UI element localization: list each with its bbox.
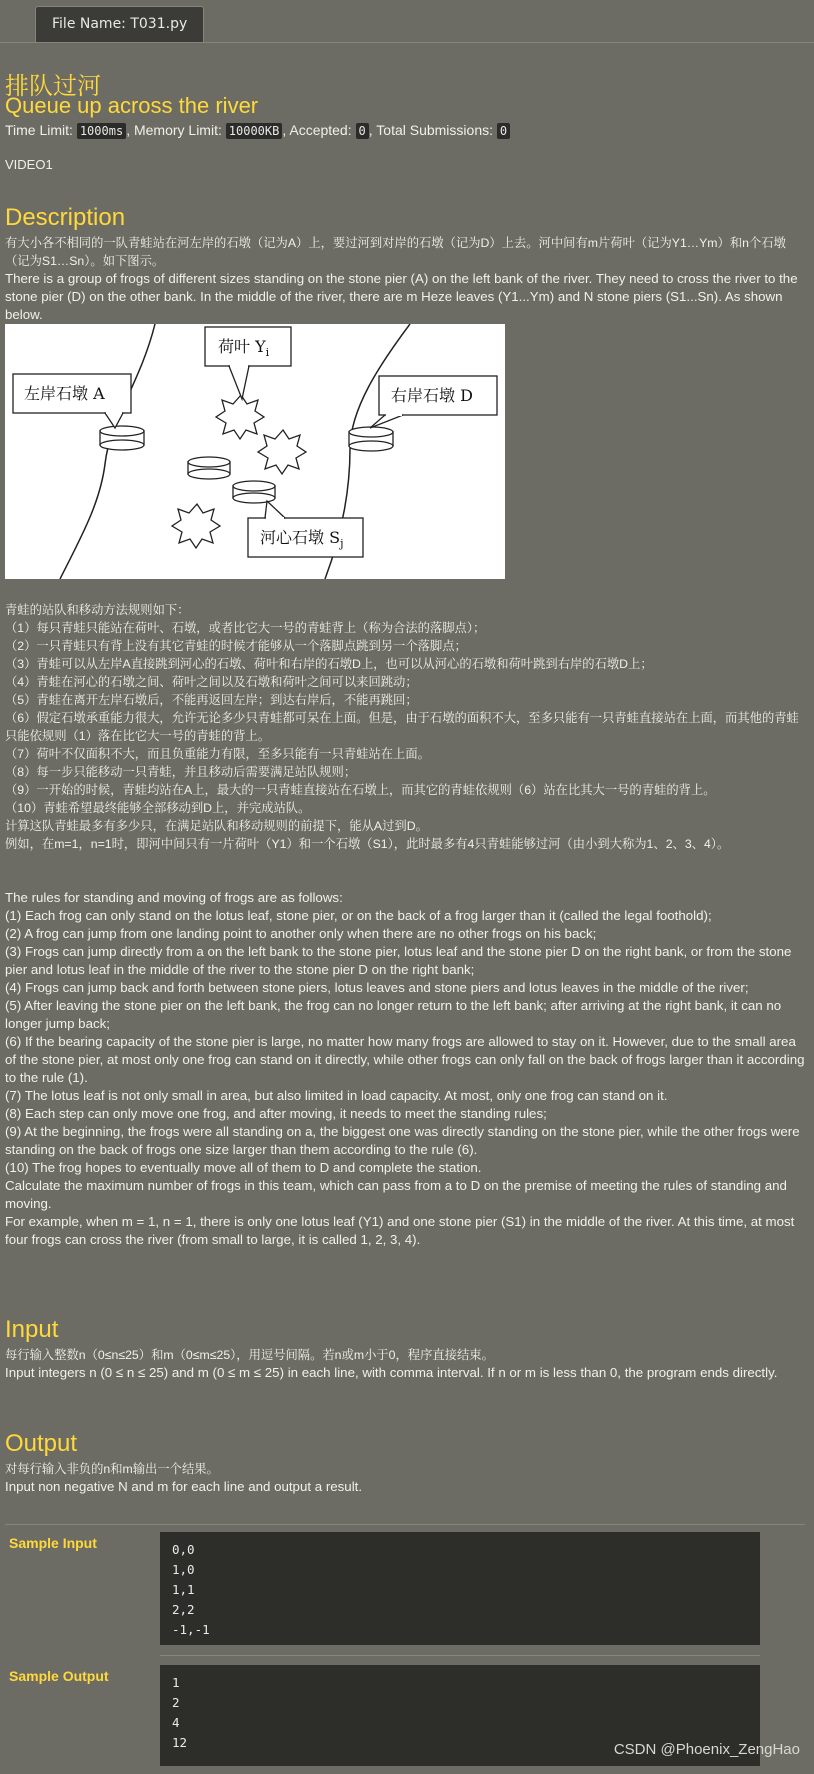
memory-limit-value: 10000KB	[226, 123, 283, 139]
rule-line: (6) If the bearing capacity of the stone pier is large, no matter how many frogs are allowed to stay on it. However, due to the small area of the stone pier, at most only one frog can stand on it directly, while other frogs can only fall on the back of frogs larger than it according to the rule (1).	[5, 1034, 805, 1085]
rule-line: 青蛙的站队和移动方法规则如下：	[5, 603, 190, 617]
rule-line: (1) Each frog can only stand on the lotus leaf, stone pier, or on the back of a frog larger than it (called the legal foothold);	[5, 908, 712, 923]
left-bank-label-box	[13, 374, 131, 428]
rule-line: (3) Frogs can jump directly from a on the left bank to the stone pier, lotus leaf and the stone pier D on the right bank, or from the stone pier and lotus leaf in the middle of the river to the stone pier D on the right bank;	[5, 944, 792, 977]
time-limit-value: 1000ms	[77, 123, 126, 139]
time-limit-label: Time Limit:	[5, 122, 73, 138]
sample-output-line: 1	[172, 1675, 180, 1690]
rule-line: （8）每一步只能移动一只青蛙，并且移动后需要满足站队规则；	[5, 765, 357, 779]
rule-line: 例如，在m=1，n=1时，即河中间只有一片荷叶（Y1）和一个石墩（S1），此时最多有4只青蛙能够过河（由小到大称为1、2、3、4）。	[5, 837, 730, 851]
tab-bar	[0, 0, 814, 43]
right-pier-icon	[349, 427, 393, 451]
total-submissions-value: 0	[497, 123, 510, 139]
lotus-leaf-icon	[172, 504, 220, 548]
problem-title-cn: 排队过河	[5, 72, 101, 100]
rules-cn	[5, 601, 805, 853]
sample-output-line: 4	[172, 1715, 180, 1730]
sample-input-line: 1,1	[172, 1582, 195, 1597]
sample-input-line: 2,2	[172, 1602, 195, 1617]
rule-line: (4) Frogs can jump back and forth between stone piers, lotus leaves and stone piers and lotus leaves in the middle of the river;	[5, 980, 749, 995]
rule-line: 计算这队青蛙最多有多少只，在满足站队和移动规则的前提下，能从A过到D。	[5, 819, 428, 833]
sample-input-line: 1,0	[172, 1562, 195, 1577]
leaf-label: 荷叶 Y	[218, 337, 266, 356]
rule-line: （4）青蛙在河心的石墩之间、荷叶之间以及石墩和荷叶之间可以来回跳动；	[5, 675, 418, 689]
river-diagram	[5, 324, 505, 579]
total-submissions-label: , Total Submissions:	[368, 122, 493, 138]
rule-line: （6）假定石墩承重能力很大，允许无论多少只青蛙都可呆在上面。但是，由于石墩的面积不大，至多只能有一只青蛙直接站在上面，而其他的青蛙只能依规则（1）落在比它大一号的青蛙的背上。	[5, 711, 799, 743]
sample-input-line: 0,0	[172, 1542, 195, 1557]
problem-title-en: Queue up across the river	[5, 93, 259, 118]
rule-line: (2) A frog can jump from one landing point to another only when there are no other frogs on his back;	[5, 926, 597, 941]
rule-line: (9) At the beginning, the frogs were all standing on a, the biggest one was directly standing on the stone pier, while the other frogs were standing on the back of frogs one size larger than them according to the rule (6).	[5, 1124, 800, 1157]
output-text	[5, 1460, 805, 1496]
lotus-leaf-icon	[216, 395, 264, 439]
sample-input-box[interactable]	[160, 1532, 760, 1645]
rule-line: (10) The frog hopes to eventually move all of them to D and complete the station.	[5, 1160, 482, 1175]
svg-text:河心石墩 Sj	[260, 528, 343, 550]
description-heading: Description	[5, 204, 126, 231]
rule-line: (5) After leaving the stone pier on the left bank, the frog can no longer return to the left bank; after arriving at the right bank, it can no longer jump back;	[5, 998, 782, 1031]
tab-file-name[interactable]: File Name: T031.py	[35, 6, 204, 42]
rule-line: （2）一只青蛙只有背上没有其它青蛙的时候才能够从一个落脚点跳到另一个落脚点；	[5, 639, 467, 653]
description-cn: 有大小各不相同的一队青蛙站在河左岸的石墩（记为A）上，要过河到对岸的石墩（记为D）上去。河中间有m片荷叶（记为Y1…Ym）和n个石墩（记为S1…Sn）。如下图示。	[5, 236, 786, 268]
left-riverbank-line	[60, 324, 155, 579]
output-heading: Output	[5, 1430, 78, 1457]
rule-line: （10）青蛙希望最终能够全部移动到D上，并完成站队。	[5, 801, 311, 815]
sample-divider	[160, 1655, 760, 1656]
problem-meta	[5, 122, 510, 139]
pier-label: 河心石墩 S	[260, 528, 341, 547]
rules-en	[5, 889, 805, 1249]
middle-pier-icon	[233, 481, 275, 503]
river-diagram-svg	[5, 324, 505, 579]
rule-line: （1）每只青蛙只能站在荷叶、石墩，或者比它大一号的青蛙背上（称为合法的落脚点）；	[5, 621, 486, 635]
sample-output-line: 12	[172, 1735, 188, 1750]
rule-line: （9）一开始的时候，青蛙均站在A上，最大的一只青蛙直接站在石墩上，而其它的青蛙依规则（6）站在比其大一号的青蛙的背上。	[5, 783, 716, 797]
middle-pier-icon	[188, 457, 230, 479]
accepted-label: , Accepted:	[282, 122, 352, 138]
pier-label-sub: j	[340, 537, 344, 550]
left-bank-label: 左岸石墩 A	[24, 384, 105, 403]
rule-line: The rules for standing and moving of frogs are as follows:	[5, 890, 343, 905]
svg-text:荷叶 Yi	[218, 337, 270, 359]
memory-limit-label: , Memory Limit:	[126, 122, 222, 138]
input-text	[5, 1346, 805, 1382]
output-cn: 对每行输入非负的n和m输出一个结果。	[5, 1462, 219, 1476]
sample-output-label: Sample Output	[9, 1668, 109, 1684]
input-cn: 每行输入整数n（0≤n≤25）和m（0≤m≤25），用逗号间隔。若n或m小于0，程序直接结束。	[5, 1348, 494, 1362]
accepted-value: 0	[356, 123, 369, 139]
lotus-leaf-icon	[258, 430, 306, 474]
rule-line: Calculate the maximum number of frogs in this team, which can pass from a to D on the premise of meeting the rules of standing and moving.	[5, 1178, 787, 1211]
sample-output-line: 2	[172, 1695, 180, 1710]
leaf-label-box	[205, 327, 291, 399]
leaf-label-sub: i	[265, 346, 270, 359]
rule-line: (7) The lotus leaf is not only small in area, but also limited in load capacity. At most, only one frog can stand on it.	[5, 1088, 668, 1103]
video-link[interactable]: VIDEO1	[5, 157, 53, 172]
right-bank-label: 右岸石墩 D	[391, 386, 473, 405]
rule-line: For example, when m = 1, n = 1, there is only one lotus leaf (Y1) and one stone pier (S1) in the middle of the river. At this time, at most four frogs can cross the river (from small to large, it is called 1, 2, 3, 4).	[5, 1214, 795, 1247]
rule-line: （3）青蛙可以从左岸A直接跳到河心的石墩、荷叶和右岸的石墩D上，也可以从河心的石墩和荷叶跳到右岸的石墩D上；	[5, 657, 653, 671]
input-en: Input integers n (0 ≤ n ≤ 25) and m (0 ≤ m ≤ 25) in each line, with comma interval. If n or m is less than 0, the program ends directly.	[5, 1365, 778, 1380]
section-divider	[5, 1524, 805, 1525]
pier-label-box	[248, 501, 363, 557]
output-en: Input non negative N and m for each line and output a result.	[5, 1479, 363, 1494]
watermark: CSDN @Phoenix_ZengHao	[613, 1741, 800, 1758]
left-pier-icon	[100, 426, 144, 450]
sample-input-label: Sample Input	[9, 1535, 97, 1551]
description-text	[5, 234, 805, 324]
rule-line: （7）荷叶不仅面积不大，而且负重能力有限，至多只能有一只青蛙站在上面。	[5, 747, 430, 761]
right-bank-label-box	[370, 376, 497, 428]
rule-line: （5）青蛙在离开左岸石墩后，不能再返回左岸；到达右岸后，不能再跳回；	[5, 693, 418, 707]
sample-input-line: -1,-1	[172, 1622, 210, 1637]
rule-line: (8) Each step can only move one frog, and after moving, it needs to meet the standing rules;	[5, 1106, 547, 1121]
description-en: There is a group of frogs of different sizes standing on the stone pier (A) on the left bank of the river. They need to cross the river to the stone pier (D) on the other bank. In the middle of the river, there are m Heze leaves (Y1...Ym) and N stone piers (S1...Sn). As shown below.	[5, 271, 798, 322]
input-heading: Input	[5, 1316, 59, 1343]
